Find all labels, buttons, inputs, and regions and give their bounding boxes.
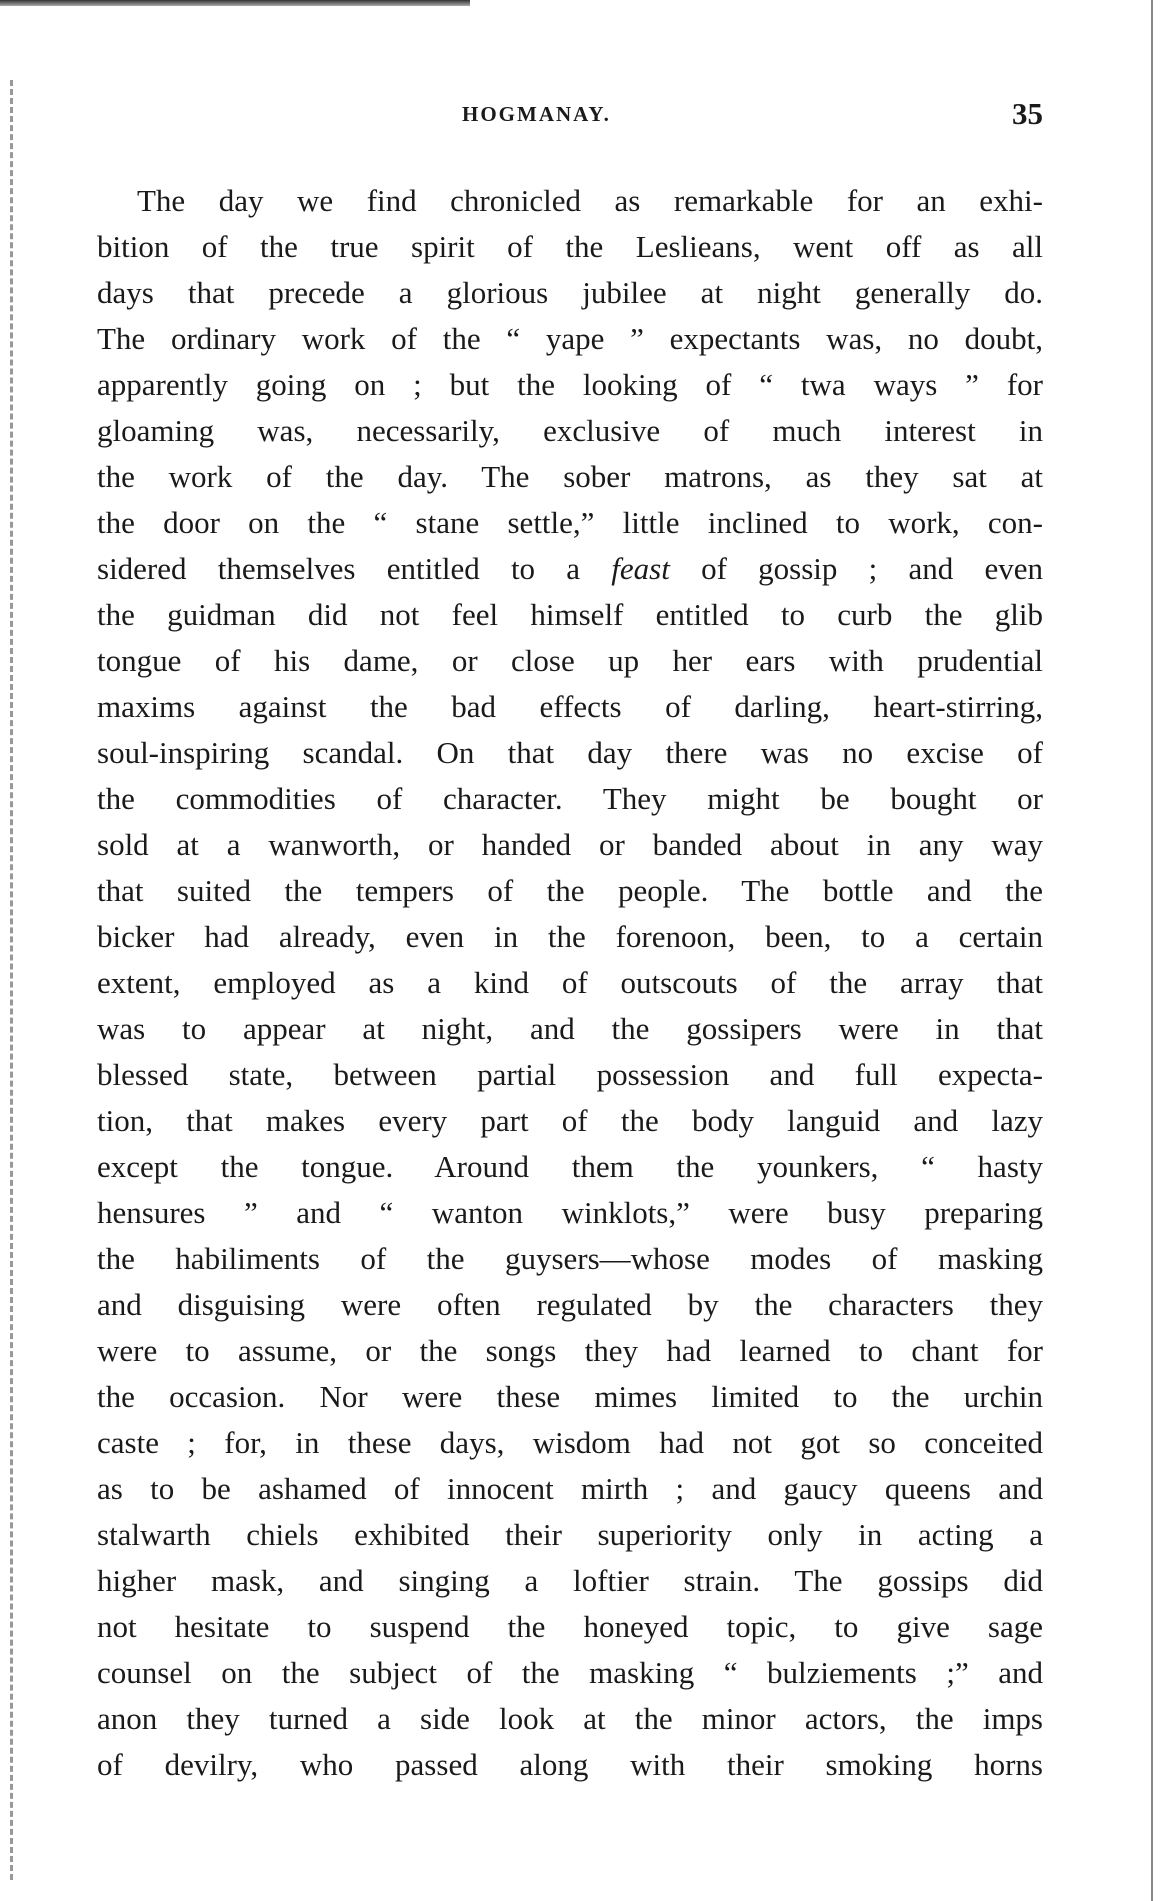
text-line: the work of the day. The sober matrons, as they sat at: [97, 459, 1043, 494]
text-line: anon they turned a side look at the minor actors, the imps: [97, 1701, 1043, 1736]
text-line: tion, that makes every part of the body languid and lazy: [97, 1103, 1043, 1138]
scan-left-edge: [10, 80, 19, 1880]
text-line: days that precede a glorious jubilee at night generally do.: [97, 275, 1043, 310]
text-line: bition of the true spirit of the Leslieans, went off as all: [97, 229, 1043, 264]
text-line: higher mask, and singing a loftier strain. The gossips did: [97, 1563, 1043, 1598]
text-line: the guidman did not feel himself entitled to curb the glib: [97, 597, 1043, 632]
text-line: The ordinary work of the “ yape ” expectants was, no doubt,: [97, 321, 1043, 356]
text-line: the occasion. Nor were these mimes limited to the urchin: [97, 1379, 1043, 1414]
page-number: 35: [1012, 96, 1043, 131]
text-line: hensures ” and “ wanton winklots,” were busy preparing: [97, 1195, 1043, 1230]
text-line: stalwarth chiels exhibited their superiority only in acting a: [97, 1517, 1043, 1552]
text-line: The day we find chronicled as remarkable for an exhi-: [137, 183, 1043, 218]
text-line: bicker had already, even in the forenoon, been, to a certain: [97, 919, 1043, 954]
text-line: soul-inspiring scandal. On that day there was no excise of: [97, 735, 1043, 770]
text-line: caste ; for, in these days, wisdom had not got so conceited: [97, 1425, 1043, 1460]
text-line: maxims against the bad effects of darling, heart-stirring,: [97, 689, 1043, 724]
text-line: and disguising were often regulated by the characters they: [97, 1287, 1043, 1322]
text-line: the door on the “ stane settle,” little inclined to work, con-: [97, 505, 1043, 540]
text-line: tongue of his dame, or close up her ears with prudential: [97, 643, 1043, 678]
text-line: blessed state, between partial possession and full expecta-: [97, 1057, 1043, 1092]
text-line: sidered themselves entitled to a feast of gossip ; and even: [97, 551, 1043, 586]
text-line: sold at a wanworth, or handed or banded about in any way: [97, 827, 1043, 862]
text-line: extent, employed as a kind of outscouts of the array that: [97, 965, 1043, 1000]
running-title: HOGMANAY.: [462, 102, 611, 126]
text-line: as to be ashamed of innocent mirth ; and gaucy queens and: [97, 1471, 1043, 1506]
text-line: that suited the tempers of the people. The bottle and the: [97, 873, 1043, 908]
scan-top-edge: [0, 0, 470, 6]
scan-right-edge: [1151, 0, 1153, 1901]
text-line: not hesitate to suspend the honeyed topic, to give sage: [97, 1609, 1043, 1644]
text-line: apparently going on ; but the looking of “ twa ways ” for: [97, 367, 1043, 402]
text-line: counsel on the subject of the masking “ bulziements ;” and: [97, 1655, 1043, 1690]
body-text: [97, 178, 1043, 1788]
text-line: the habiliments of the guysers—whose modes of masking: [97, 1241, 1043, 1276]
emphasis: feast: [611, 551, 670, 586]
text-line: was to appear at night, and the gossipers were in that: [97, 1011, 1043, 1046]
text-line: gloaming was, necessarily, exclusive of much interest in: [97, 413, 1043, 448]
page-header: [97, 96, 1043, 136]
text-line: were to assume, or the songs they had learned to chant for: [97, 1333, 1043, 1368]
text-line: of devilry, who passed along with their smoking horns: [97, 1747, 1043, 1782]
text-line: except the tongue. Around them the younkers, “ hasty: [97, 1149, 1043, 1184]
text-line: the commodities of character. They might be bought or: [97, 781, 1043, 816]
